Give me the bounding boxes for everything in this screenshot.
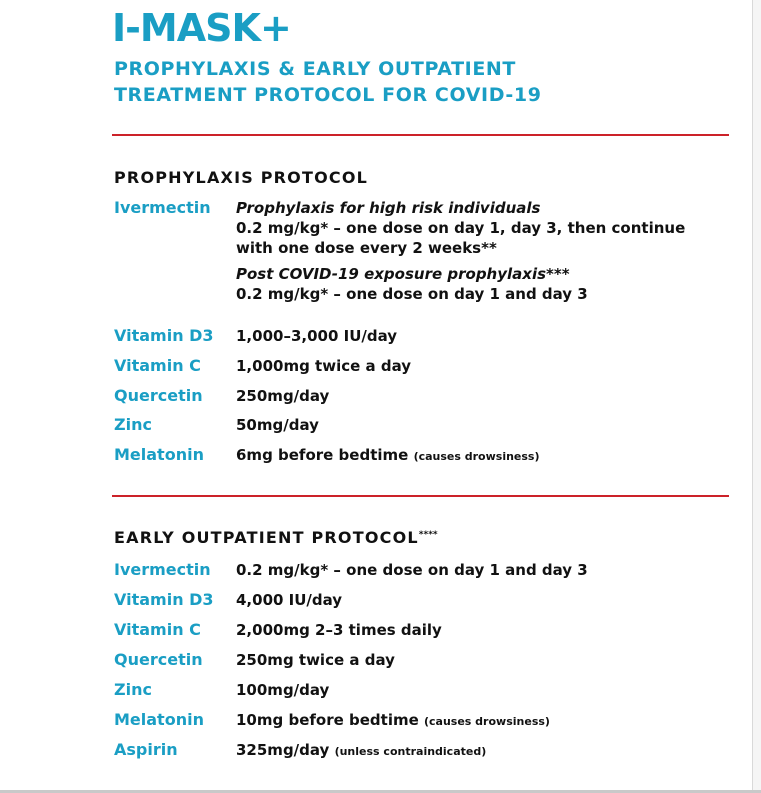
- drug-name: Vitamin D3: [114, 326, 214, 345]
- drug-name: Vitamin C: [114, 356, 201, 375]
- section-heading-prophylaxis: PROPHYLAXIS PROTOCOL: [114, 168, 369, 187]
- dose-text: 6mg before bedtime: [236, 446, 409, 464]
- drug-dose: [236, 590, 736, 610]
- post-exposure-title: Post COVID-19 exposure prophylaxis***: [236, 265, 570, 283]
- dose-note: (unless contraindicated): [334, 745, 487, 758]
- high-risk-title: Prophylaxis for high risk individuals: [236, 199, 541, 217]
- document-subtitle: [114, 56, 714, 108]
- dose-text: 10mg before bedtime: [236, 711, 419, 729]
- dose-text: 100mg/day: [236, 681, 330, 699]
- drug-name: Zinc: [114, 680, 152, 699]
- high-risk-dose-line-2: with one dose every 2 weeks**: [236, 239, 497, 257]
- dose-text: 1,000–3,000 IU/day: [236, 327, 398, 345]
- drug-name: Zinc: [114, 415, 152, 434]
- drug-dose: [236, 560, 736, 580]
- footnote-mark: ****: [418, 530, 438, 540]
- drug-name: Aspirin: [114, 740, 178, 759]
- drug-dose: [236, 650, 736, 670]
- dose-text: 250mg/day: [236, 387, 330, 405]
- drug-name: Melatonin: [114, 710, 204, 729]
- dose-text: 0.2 mg/kg* – one dose on day 1 and day 3: [236, 561, 588, 579]
- dose-text: 4,000 IU/day: [236, 591, 343, 609]
- post-exposure-dose: 0.2 mg/kg* – one dose on day 1 and day 3: [236, 285, 588, 303]
- divider-top: [112, 134, 729, 136]
- dose-note: (causes drowsiness): [424, 715, 550, 728]
- drug-name: Melatonin: [114, 445, 204, 464]
- ivermectin-dosing: [236, 198, 736, 304]
- subtitle-line-2: TREATMENT PROTOCOL FOR COVID-19: [114, 84, 542, 106]
- drug-dose: [236, 326, 736, 346]
- drug-name: Quercetin: [114, 386, 203, 405]
- drug-name: Ivermectin: [114, 560, 211, 579]
- divider-middle: [112, 495, 729, 497]
- dose-text: 325mg/day: [236, 741, 330, 759]
- document-title: I-MASK+: [112, 6, 291, 50]
- dose-note: (causes drowsiness): [413, 450, 540, 463]
- drug-dose: [236, 740, 736, 762]
- drug-dose: [236, 710, 736, 732]
- section-heading-text: EARLY OUTPATIENT PROTOCOL: [114, 528, 419, 547]
- drug-dose: [236, 386, 736, 406]
- drug-name: Quercetin: [114, 650, 203, 669]
- high-risk-dose-line-1: 0.2 mg/kg* – one dose on day 1, day 3, then continue: [236, 219, 686, 237]
- drug-name: Vitamin C: [114, 620, 201, 639]
- dose-text: 2,000mg 2–3 times daily: [236, 621, 442, 639]
- drug-name: Ivermectin: [114, 198, 211, 217]
- drug-dose: [236, 356, 736, 376]
- subtitle-line-1: PROPHYLAXIS & EARLY OUTPATIENT: [114, 58, 516, 80]
- page-edge: [752, 0, 761, 793]
- dose-text: 1,000mg twice a day: [236, 357, 412, 375]
- drug-dose: [236, 415, 736, 435]
- drug-name: Vitamin D3: [114, 590, 214, 609]
- dose-text: 50mg/day: [236, 416, 319, 434]
- drug-dose: [236, 445, 736, 467]
- drug-dose: [236, 620, 736, 640]
- drug-dose: [236, 680, 736, 700]
- dose-text: 250mg twice a day: [236, 651, 395, 669]
- section-heading-early-outpatient: [114, 528, 438, 547]
